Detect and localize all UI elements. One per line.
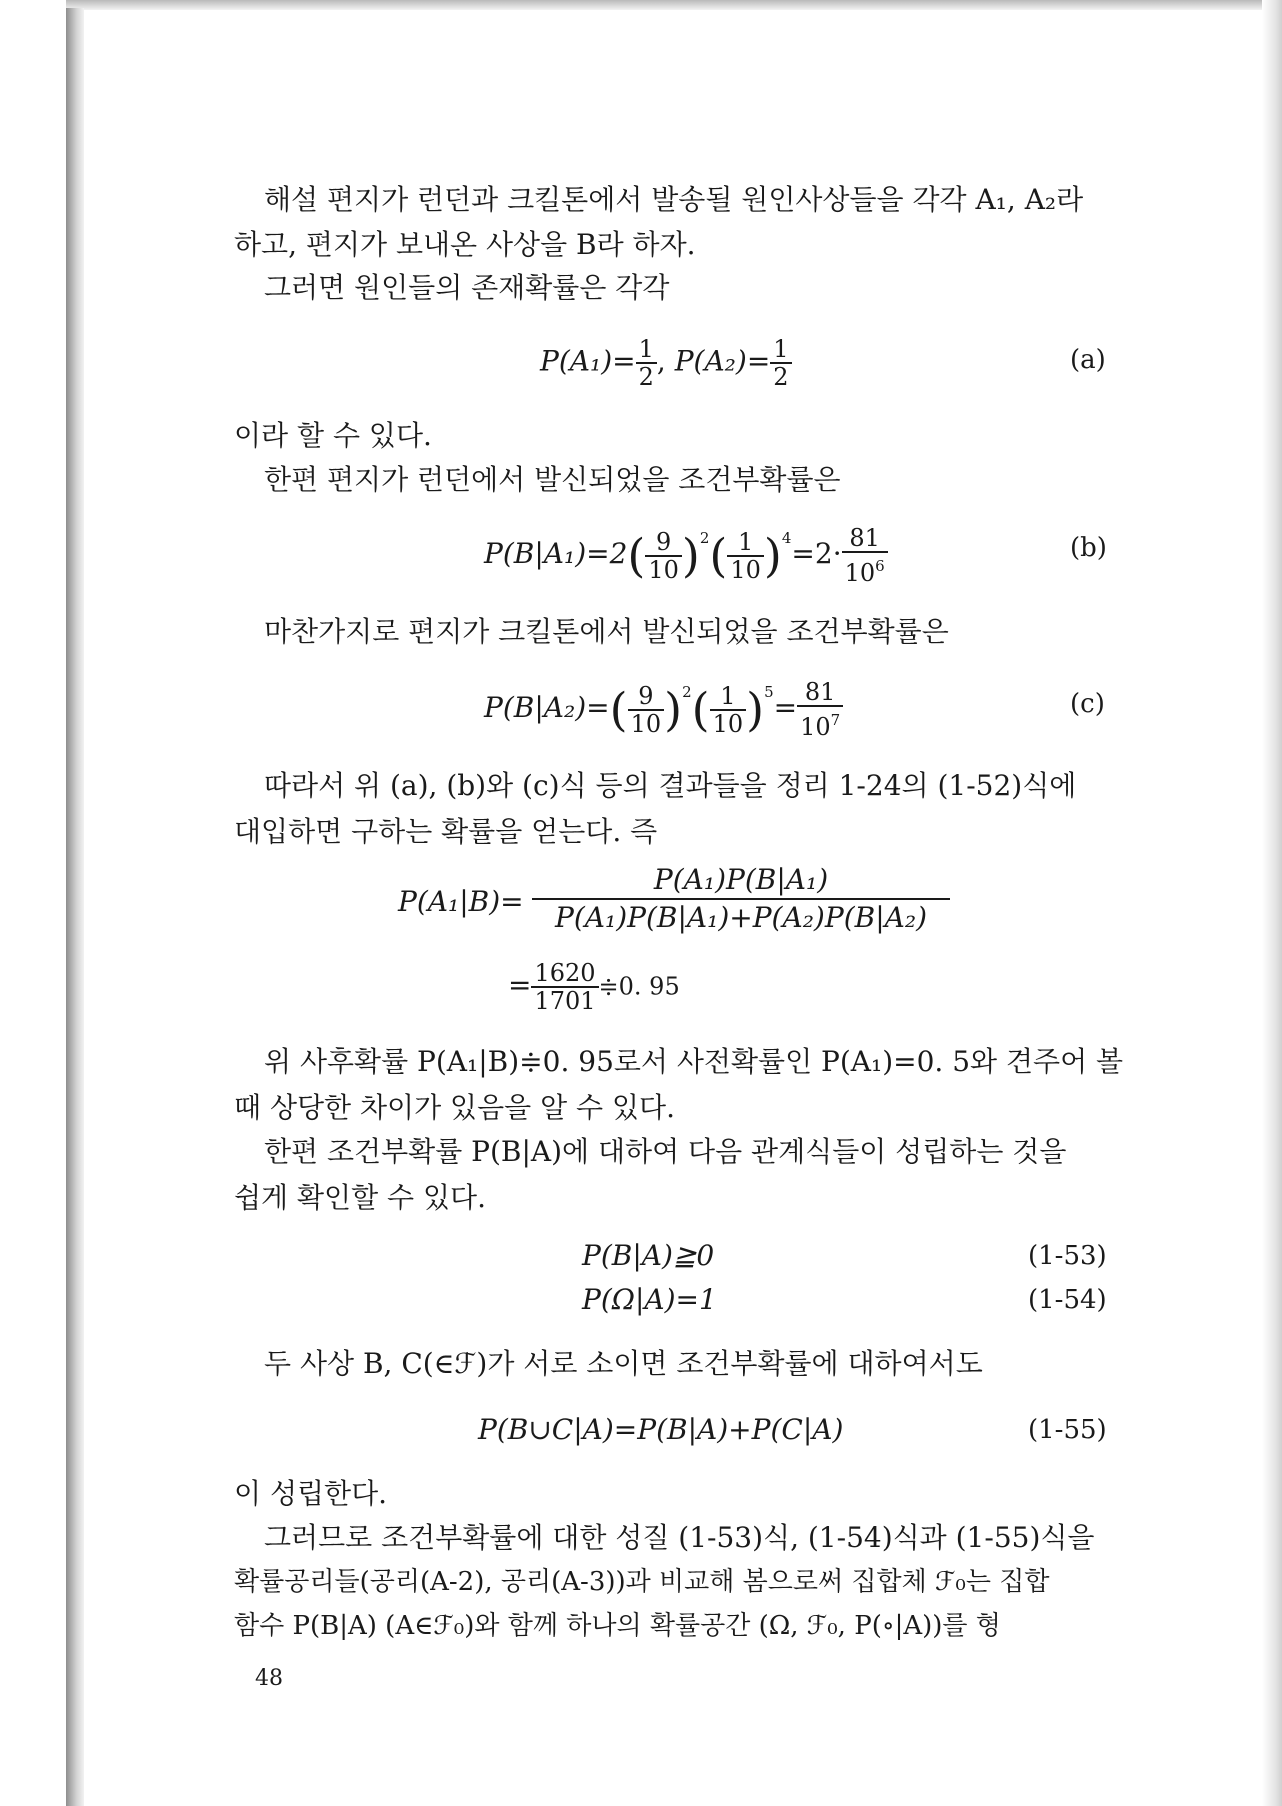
paragraph-line-8: 대입하면 구하는 확률을 얻는다. 즉 [234,815,658,848]
equation-1-53-label: (1-53) [1028,1241,1107,1271]
eq-a-den2: 2 [773,363,789,391]
eq-c-frac2 [710,683,747,737]
paragraph-line-16: 확률공리들(공리(A-2), 공리(A-3))과 비교해 봄으로써 집합체 ℱ₀는 집합 [234,1567,1050,1597]
page-number: 48 [255,1666,283,1691]
bayes-fraction [532,862,950,936]
paragraph-line-9: 위 사후확률 P(A₁|B)≑0. 95로서 사전확률인 P(A₁)=0. 5와 견주어 볼 [264,1045,1124,1078]
eq-a-frac2 [770,336,791,390]
bayes-denominator: P(A₁)P(B|A₁)+P(A₂)P(B|A₂) [532,898,950,936]
bayes-lhs: P(A₁|B)= [398,885,524,918]
paragraph-line-2: 하고, 편지가 보내온 사상을 B라 하자. [234,228,696,261]
eq-c-exp1: 2 [682,683,692,701]
eq-b-frac2 [727,529,764,583]
eq-b-frac1 [645,529,682,583]
equation-b-label: (b) [1070,533,1107,563]
eq-b-exp1: 2 [699,529,710,547]
paragraph-line-10: 때 상당한 차이가 있음을 알 수 있다. [234,1091,675,1124]
eq-b-lparen1: ( [627,528,646,583]
equation-1-55: P(B∪C|A)=P(B|A)+P(C|A) [478,1413,844,1446]
bayes-result-num: 1620 [531,960,598,988]
paragraph-line-4: 이라 할 수 있다. [234,419,432,452]
eq-b-den3-exp: 6 [875,557,885,575]
bayes-result-eq: = [508,968,532,1002]
eq-c-den1: 10 [630,709,662,738]
equation-c [484,672,843,740]
bayes-result-den: 1701 [534,987,596,1015]
eq-b-exp2: 4 [781,529,792,547]
eq-c-den3 [797,707,843,740]
eq-b-rparen2: ) [763,528,782,583]
paragraph-line-13: 두 사상 B, C(∈ℱ)가 서로 소이면 조건부확률에 대하여서도 [264,1347,983,1380]
eq-c-num1: 9 [628,683,665,711]
equation-a [540,336,792,390]
eq-c-frac3 [797,679,843,740]
paragraph-line-6: 마찬가지로 편지가 크킬톤에서 발신되었을 조건부확률은 [264,615,949,648]
paragraph-line-7: 따라서 위 (a), (b)와 (c)식 등의 결과들을 정리 1-24의 (1-52)식에 [264,769,1077,802]
eq-b-den1: 10 [648,555,679,584]
equation-1-54: P(Ω|A)=1 [582,1283,717,1316]
eq-b-num1: 9 [645,529,682,557]
eq-b-lhs: P(B|A₁)=2 [484,537,628,570]
eq-b-mid: =2· [791,537,842,570]
paragraph-line-1: 해설 편지가 런던과 크킬톤에서 발송될 원인사상들을 각각 A₁, A₂라 [264,183,1084,216]
eq-c-lparen1: ( [609,682,628,737]
eq-a-num2: 1 [770,336,791,364]
bayes-result-frac [531,960,598,1014]
eq-b-den3 [842,553,888,586]
eq-b-den2: 10 [730,555,761,584]
equation-b [484,518,888,586]
eq-c-rparen1: ) [664,682,683,737]
paragraph-line-5: 한편 편지가 런던에서 발신되었을 조건부확률은 [264,463,841,496]
eq-c-exp2: 5 [764,683,774,701]
paragraph-line-12: 쉽게 확인할 수 있다. [234,1181,486,1214]
eq-b-frac3 [842,525,888,586]
eq-b-num2: 1 [727,529,764,557]
paragraph-line-3: 그러면 원인들의 존재확률은 각각 [264,271,670,304]
eq-b-den3-base: 10 [844,559,876,587]
eq-a-lhs1: P(A₁)= [540,344,636,378]
paragraph-line-15: 그러므로 조건부확률에 대한 성질 (1-53)식, (1-54)식과 (1-55)식을 [264,1521,1095,1554]
eq-c-lhs: P(B|A₂)= [484,691,610,724]
eq-c-mid: = [773,691,798,724]
eq-c-den2: 10 [712,709,744,738]
equation-a-label: (a) [1070,345,1106,375]
eq-a-lhs2: P(A₂)= [674,344,771,378]
eq-c-rparen2: ) [746,682,765,737]
eq-a-sep: , [656,344,675,378]
eq-a-frac1 [636,336,657,390]
eq-c-num3: 81 [797,679,843,707]
eq-b-rparen1: ) [681,528,700,583]
eq-a-den1: 2 [638,363,654,391]
eq-c-num2: 1 [710,683,747,711]
eq-b-num3: 81 [842,525,888,553]
paragraph-line-17: 함수 P(B|A) (A∈ℱ₀)와 함께 하나의 확률공간 (Ω, ℱ₀, P(∘|A))를 형 [234,1611,1001,1641]
paragraph-line-14: 이 성립한다. [234,1477,388,1510]
bayes-numerator: P(A₁)P(B|A₁) [653,863,829,896]
equation-1-53: P(B|A)≧0 [582,1239,715,1272]
equation-1-54-label: (1-54) [1028,1285,1107,1315]
eq-c-den3-exp: 7 [830,711,841,729]
bayes-result-approx: ≑0. 95 [598,972,680,1001]
bayes-result [508,960,680,1014]
equation-c-label: (c) [1070,689,1105,719]
eq-a-num1: 1 [636,336,657,364]
eq-c-frac1 [628,683,665,737]
eq-b-lparen2: ( [709,528,728,583]
eq-c-lparen2: ( [691,682,710,737]
paragraph-line-11: 한편 조건부확률 P(B|A)에 대하여 다음 관계식들이 성립하는 것을 [264,1135,1067,1168]
equation-1-55-label: (1-55) [1028,1415,1107,1445]
eq-c-den3-base: 10 [800,713,831,741]
